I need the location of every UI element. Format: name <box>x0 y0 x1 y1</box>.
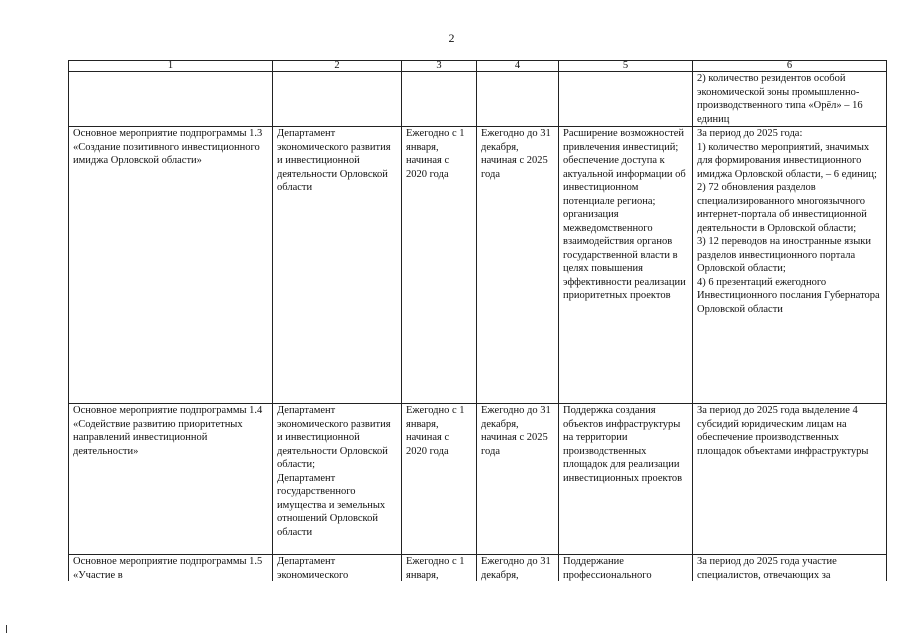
page-number: 2 <box>448 31 455 45</box>
measures-table <box>68 60 887 581</box>
table-row <box>69 555 887 582</box>
cell-text: Основное мероприятие подпрограммы 1.3 «Создание позитивного инвестиционного имиджа Орловской области» <box>73 128 263 166</box>
cell-text: Ежегодно до 31 декабря, <box>481 556 551 581</box>
column-header: 5 <box>559 61 693 72</box>
scan-artifact <box>6 625 7 633</box>
cell-end <box>477 127 559 404</box>
cell-text: Ежегодно с 1 января, <box>406 556 465 581</box>
cell-text: За период до 2025 года выделение 4 субсидий юридическим лицам на обеспечение производственных площадок объектами инфраструктуры <box>697 405 869 457</box>
column-header: 4 <box>477 61 559 72</box>
cell-text: Ежегодно до 31 декабря, начиная с 2025 года <box>481 405 551 457</box>
cell-end <box>477 555 559 582</box>
cell-end <box>477 72 559 127</box>
cell-text: Департамент экономического <box>277 556 349 581</box>
table-row <box>69 404 887 555</box>
cell-text: 2) количество резидентов особой экономической зоны промышленно-производственного типа «Орёл» – 16 единиц <box>697 73 863 125</box>
cell-text: Ежегодно с 1 января, начиная с 2020 года <box>406 128 465 180</box>
cell-text: Ежегодно до 31 декабря, начиная с 2025 года <box>481 128 551 180</box>
column-header: 2 <box>273 61 402 72</box>
cell-measure <box>69 127 273 404</box>
cell-executor <box>273 404 402 555</box>
cell-measure <box>69 72 273 127</box>
table-container <box>68 60 887 581</box>
cell-goal <box>559 555 693 582</box>
cell-executor <box>273 555 402 582</box>
cell-text: За период до 2025 года участие специалистов, отвечающих за <box>697 556 837 581</box>
cell-text: Департамент экономического развития и инвестиционной деятельности Орловской области <box>277 128 391 193</box>
cell-text: Поддержка создания объектов инфраструктуры на территории производственных площадок для реализации инвестиционных проектов <box>563 405 683 484</box>
cell-start <box>402 72 477 127</box>
cell-result <box>693 72 887 127</box>
cell-goal <box>559 72 693 127</box>
cell-result <box>693 404 887 555</box>
cell-text: Ежегодно с 1 января, начиная с 2020 года <box>406 405 465 457</box>
table-row <box>69 72 887 127</box>
cell-goal <box>559 404 693 555</box>
cell-result <box>693 555 887 582</box>
cell-text: Поддержание профессионального <box>563 556 652 581</box>
cell-text: Расширение возможностей привлечения инвестиций; обеспечение доступа к актуальной информации об инвестиционном потенциале региона; организация межведомственного взаимодействия органов государственной власти в целях повышения эффективности реализации приоритетных проектов <box>563 128 686 301</box>
table-row <box>69 127 887 404</box>
cell-executor <box>273 72 402 127</box>
header-row <box>69 61 887 72</box>
cell-start <box>402 404 477 555</box>
cell-text: Департамент экономического развития и инвестиционной деятельности Орловской области; Департамент государственного имущества и земельных отношений Орловской области <box>277 405 391 538</box>
cell-text: Основное мероприятие подпрограммы 1.5 «Участие в <box>73 556 263 581</box>
cell-start <box>402 555 477 582</box>
column-header: 6 <box>693 61 887 72</box>
cell-measure <box>69 555 273 582</box>
column-header: 3 <box>402 61 477 72</box>
cell-end <box>477 404 559 555</box>
cell-executor <box>273 127 402 404</box>
cell-text: За период до 2025 года: 1) количество мероприятий, значимых для формирования инвестиционного имиджа Орловской области, – 6 единиц; 2) 72 обновления разделов специализированного многоязычного интернет-портала об инвестиционной деятельности в Орловской области; 3) 12 переводов на иностранные языки разделов инвестиционного портала Орловской области; 4) 6 презентаций ежегодного Инвестиционного послания Губернатора Орловской области <box>697 128 880 315</box>
cell-text: Основное мероприятие подпрограммы 1.4 «Содействие развитию приоритетных направлений инвестиционной деятельности» <box>73 405 263 457</box>
cell-measure <box>69 404 273 555</box>
cell-goal <box>559 127 693 404</box>
column-header: 1 <box>69 61 273 72</box>
cell-start <box>402 127 477 404</box>
cell-result <box>693 127 887 404</box>
